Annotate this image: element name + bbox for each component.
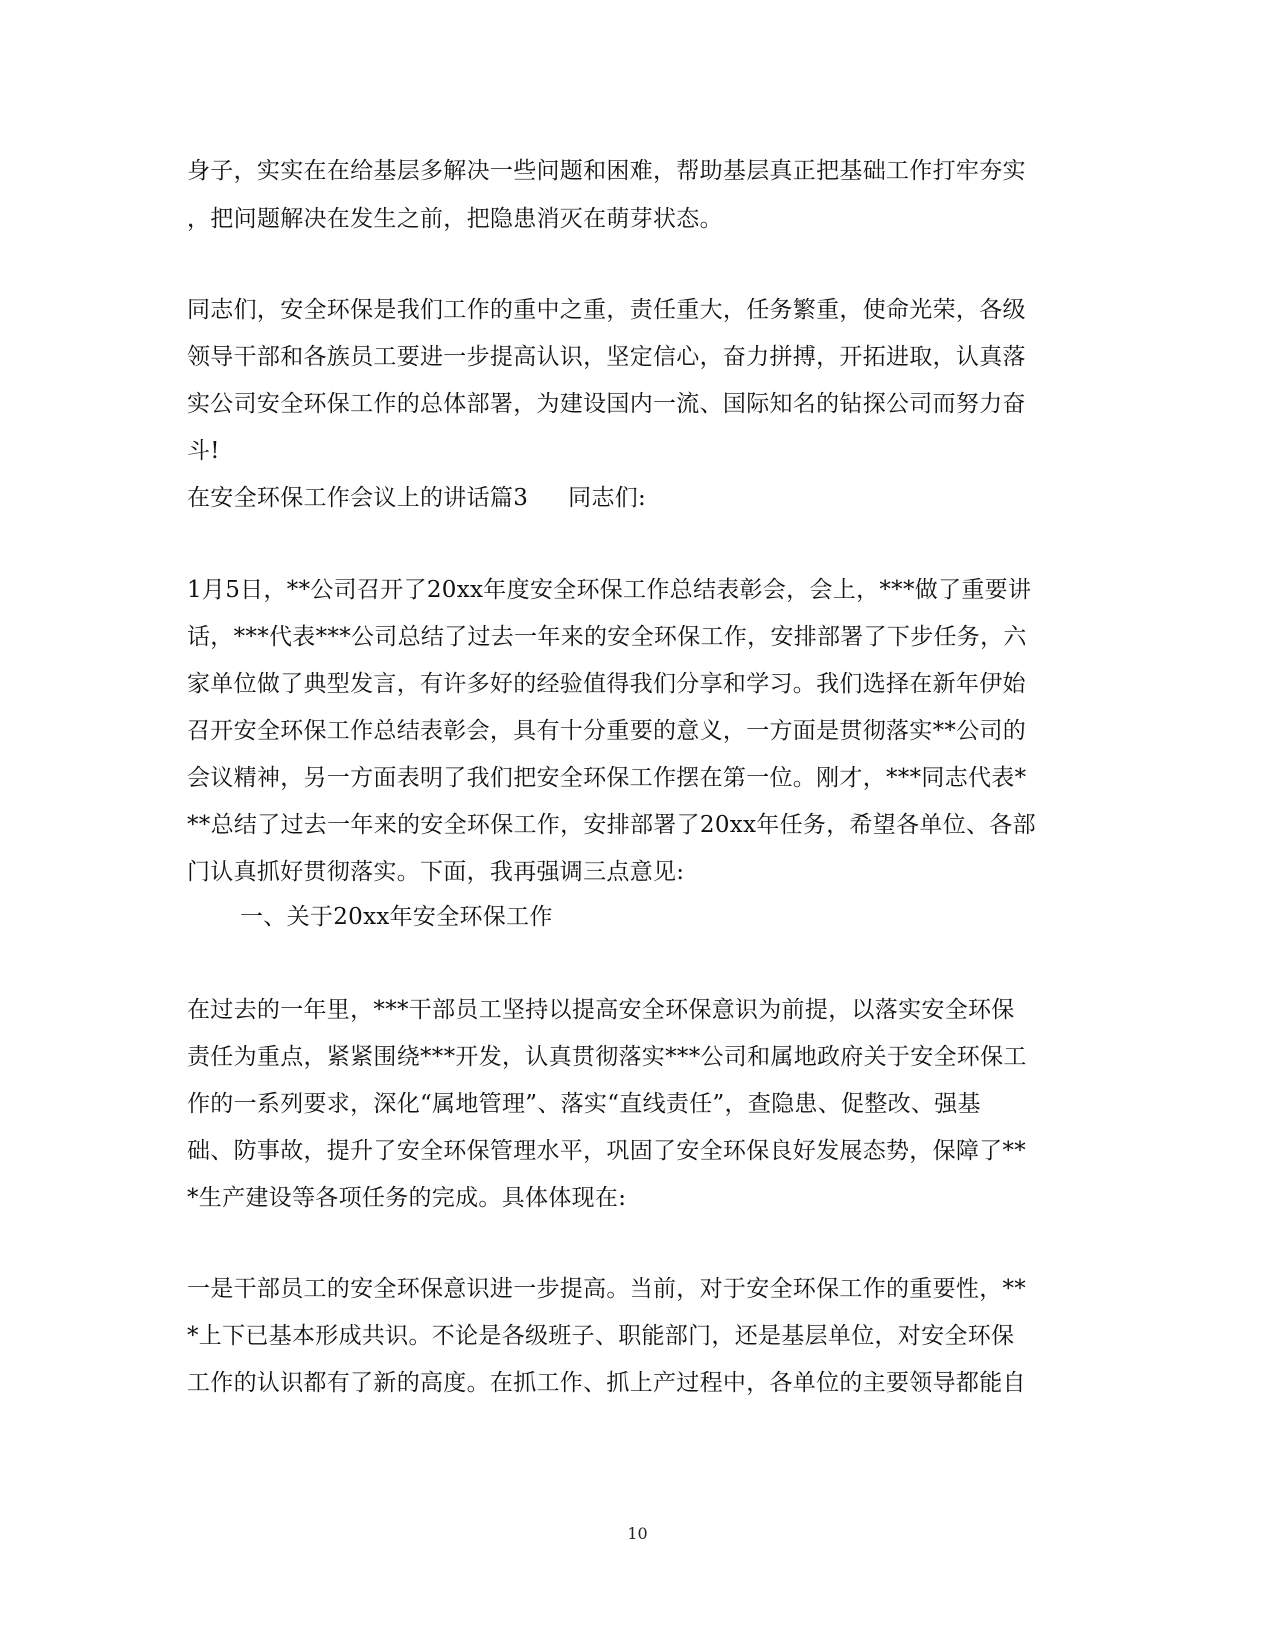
text-line: *生产建设等各项任务的完成。具体体现在: — [187, 1185, 627, 1211]
text-line: 一是干部员工的安全环保意识进一步提高。当前，对于安全环保工作的重要性，** — [187, 1276, 1027, 1302]
text-line: 话，***代表***公司总结了过去一年来的安全环保工作，安排部署了下步任务，六 — [187, 624, 1027, 650]
text-line: 础、防事故，提升了安全环保管理水平，巩固了安全环保良好发展态势，保障了** — [187, 1138, 1027, 1164]
text-line: 斗! — [187, 438, 220, 464]
text-line: 领导干部和各族员工要进一步提高认识，坚定信心，奋力拼搏，开拓进取，认真落 — [187, 344, 1026, 370]
section-heading — [187, 483, 646, 513]
text-line: 责任为重点，紧紧围绕***开发，认真贯彻落实***公司和属地政府关于安全环保工 — [187, 1044, 1027, 1070]
text-line: 在过去的一年里，***干部员工坚持以提高安全环保意识为前提，以落实安全环保 — [187, 997, 1015, 1023]
heading-title: 在安全环保工作会议上的讲话篇3 — [187, 485, 529, 511]
subheading: 一、关于20xx年安全环保工作 — [240, 904, 553, 930]
text-line: **总结了过去一年来的安全环保工作，安排部署了20xx年任务，希望各单位、各部 — [187, 812, 1036, 838]
text-line: *上下已基本形成共识。不论是各级班子、职能部门，还是基层单位，对安全环保 — [187, 1323, 1015, 1349]
text-line: 工作的认识都有了新的高度。在抓工作、抓上产过程中，各单位的主要领导都能自 — [187, 1370, 1026, 1396]
text-line: 家单位做了典型发言，有许多好的经验值得我们分享和学习。我们选择在新年伊始 — [187, 671, 1026, 697]
heading-salutation: 同志们: — [568, 485, 647, 511]
text-line: 身子，实实在在给基层多解决一些问题和困难，帮助基层真正把基础工作打牢夯实 — [187, 158, 1026, 184]
text-line: 会议精神，另一方面表明了我们把安全环保工作摆在第一位。刚才，***同志代表* — [187, 765, 1027, 791]
text-line: ，把问题解决在发生之前，把隐患消灭在萌芽状态。 — [187, 206, 723, 232]
text-line: 门认真抓好贯彻落实。下面，我再强调三点意见: — [187, 859, 685, 885]
text-line: 作的一系列要求，深化“属地管理”、落实“直线责任”，查隐患、促整改、强基 — [187, 1091, 981, 1117]
text-line: 实公司安全环保工作的总体部署，为建设国内一流、国际知名的钻探公司而努力奋 — [187, 391, 1026, 417]
text-line: 1月5日，**公司召开了20xx年度安全环保工作总结表彰会，会上，***做了重要讲 — [187, 577, 1032, 603]
page-number: 10 — [627, 1524, 648, 1543]
text-line: 召开安全环保工作总结表彰会，具有十分重要的意义，一方面是贯彻落实**公司的 — [187, 718, 1027, 744]
text-line: 同志们，安全环保是我们工作的重中之重，责任重大，任务繁重，使命光荣，各级 — [187, 297, 1026, 323]
